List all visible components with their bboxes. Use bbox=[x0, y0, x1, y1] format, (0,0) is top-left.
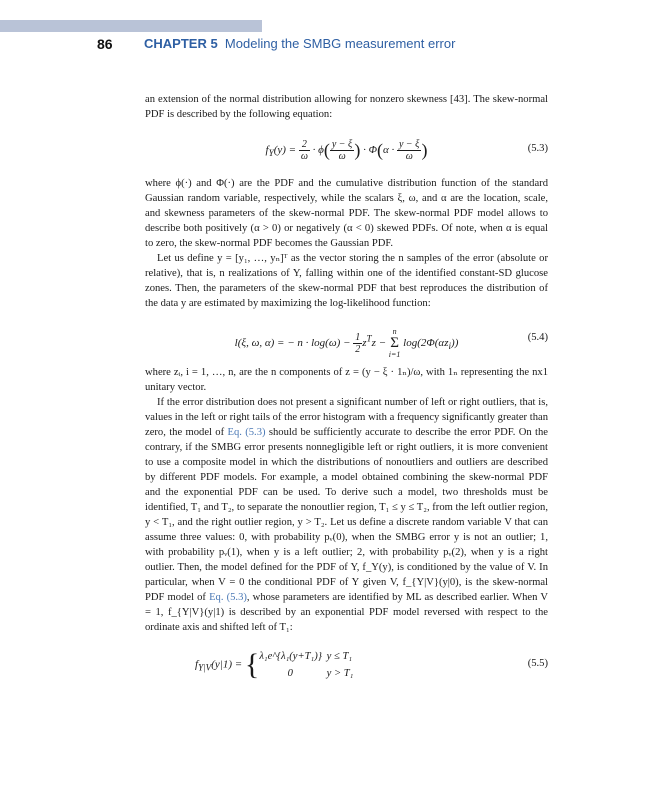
case-2-value: 0 bbox=[287, 668, 293, 679]
case-1-value: λ₁e^{λ₁(y+T₁)} bbox=[259, 651, 322, 662]
paragraph-1: an extension of the normal distribution allowing for nonzero skewness [43]. The skew-normal PDF is described by the following equation: bbox=[145, 94, 548, 120]
paragraph-5-part-a: If the error distribution does not present a significant number of left or right outliers, that is, values in the left or right tails of the error histogram with a frequency significantly greater than zero, the model of bbox=[145, 397, 548, 438]
page-number: 86 bbox=[97, 36, 113, 52]
chapter-heading bbox=[144, 36, 455, 51]
equation-5-3-number: (5.3) bbox=[527, 143, 548, 154]
equation-5-5-case-1 bbox=[259, 651, 352, 662]
equation-5-5-number: (5.5) bbox=[527, 658, 548, 669]
paragraph-5 bbox=[145, 395, 548, 635]
paragraph-2: where ϕ(·) and Φ(·) are the PDF and the cumulative distribution function of the standard Gaussian random variable, respectively, while the scalars ξ, ω, and α are the location, scale, and skewness parameters of the skew-normal PDF. The skew-normal PDF model allows to describe both positively (α > 0) or negatively (α < 0) skewed PDFs. Of note, when α is equal to zero, the skew-normal PDF becomes the Gaussian PDF. bbox=[145, 178, 548, 249]
page-body bbox=[145, 92, 548, 691]
chapter-title: Modeling the SMBG measurement error bbox=[224, 36, 456, 51]
paragraph-5-part-b: should be sufficiently accurate to describe the error PDF. On the contrary, if the SMBG error presents nonnegligible left or right outliers, it is more convenient to use a composite model in which the distributions of nonoutliers and outliers are described by different PDF models. For example, a model obtained combining the skew-normal PDF and the exponential PDF can be used. To derive such a model, two thresholds must be identified, T₁ and T₂, to separate the nonoutlier region, T₁ ≤ y ≤ T₂, from the left outlier region, y < T₁, and the right outlier region, y > T₂. Let us define a discrete random variable V that can assume three values: 0, with probability pᵥ(0), when the SMBG error y is not an outlier; 1, with probability pᵥ(1), when y is a left outlier; 2, with probability pᵥ(2), when y is a right outlier. Then, the model defined for the PDF of Y, f_Y(y), is conditioned by the value of V. In particular, when V = 0 the conditional PDF of Y given V, f_{Y|V}(y|0), is the skew-normal PDF model of bbox=[145, 427, 548, 603]
case-1-condition: y ≤ T₁ bbox=[326, 651, 353, 662]
equation-5-4-expression: l(ξ, ω, α) = − n · log(ω) − $\frac{1}{2}$ $z^Tz - n$ Σ i=1 $\log(2\Phi(\alpha z_i))$ bbox=[234, 327, 459, 359]
equation-5-5-case-2 bbox=[259, 668, 353, 679]
case-2-condition: y > T₁ bbox=[326, 668, 354, 679]
paragraph-3: Let us define y = [y₁, …, yₙ]ᵀ as the vector storing the n samples of the error (absolute or relative), that is, n realizations of Y, falling within one of the identified constant-SD glucose zones. Then, the parameters of the skew-normal PDF that best reproduces the distribution of the data y are estimated by maximizing the log-likelihood function: bbox=[145, 253, 548, 309]
chapter-label: CHAPTER 5 bbox=[144, 36, 218, 51]
running-header bbox=[97, 36, 567, 56]
top-color-bar bbox=[0, 20, 262, 32]
paragraph-4: where zᵢ, i = 1, …, n, are the n components of z = (y − ξ · 1ₙ)/ω, with 1ₙ representing the nx1 unitary vector. bbox=[145, 367, 548, 393]
equation-5-5 bbox=[145, 640, 548, 686]
equation-5-4 bbox=[145, 316, 548, 360]
equation-5-5-expression: $f_{Y|V}(y|1)$ = {λ₁e^{λ₁(y+T₁)} y ≤ T₁ 0 y > T₁ bbox=[195, 648, 354, 681]
paragraph-5-part-c: , whose parameters are identified by ML as described earlier. When V = 1, f_{Y|V}(y|1) is described by an exponential PDF model reversed with respect to the ordinate axis and shifted left of T₁: bbox=[145, 592, 548, 633]
equation-5-3-expression: $f_Y(y)$ = $\frac{2}{\omega}$ · ϕ( $\frac{y - \xi}{\omega}$ ) · Φ(α · $\frac{y - \xi}{\omega}$ ) bbox=[265, 139, 428, 162]
eq-5-3-link-1[interactable]: Eq. (5.3) bbox=[227, 427, 266, 438]
eq-5-3-link-2[interactable]: Eq. (5.3) bbox=[209, 592, 247, 603]
equation-5-4-number: (5.4) bbox=[527, 332, 548, 343]
equation-5-3 bbox=[145, 127, 548, 171]
